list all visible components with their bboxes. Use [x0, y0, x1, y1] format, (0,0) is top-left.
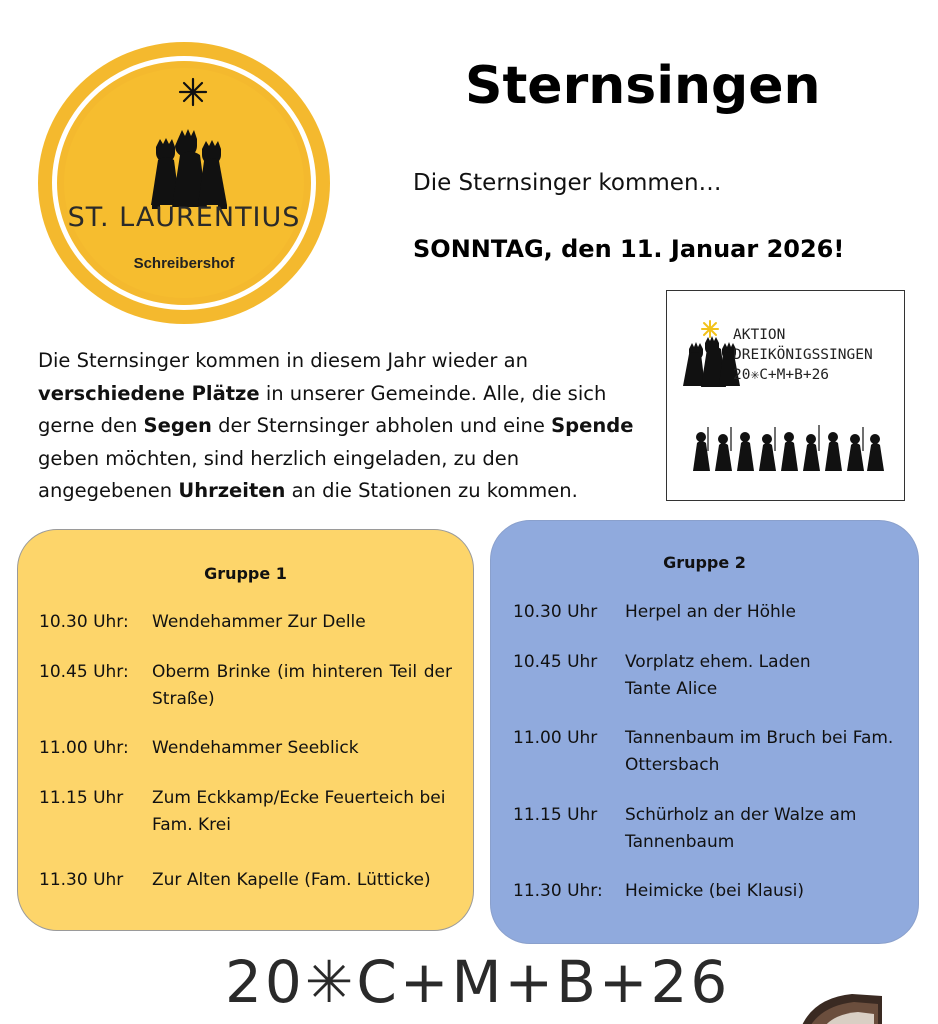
group-2-place: Schürholz an der Walze am Tannenbaum	[625, 805, 857, 852]
group-2-time: 11.15 Uhr	[513, 805, 598, 825]
group-2-place: Vorplatz ehem. Laden Tante Alice	[625, 652, 811, 699]
group-2-place: Tannenbaum im Bruch bei Fam. Ottersbach	[625, 728, 894, 775]
action-kings-icon	[667, 291, 906, 502]
action-line-2: DREIKÖNIGSSINGEN	[733, 347, 873, 363]
group-1-title: Gruppe 1	[204, 564, 287, 583]
intro-text-2: in unserer Gemeinde. Alle, die sich gerne den	[38, 381, 607, 437]
group-1-place: Zur Alten Kapelle (Fam. Lütticke)	[152, 870, 431, 890]
group-1-panel	[17, 529, 474, 931]
children-procession-icon	[693, 425, 884, 471]
intro-text-5: an die Stationen zu kommen.	[285, 479, 578, 502]
group-1-time: 10.30 Uhr:	[39, 612, 129, 632]
group-1-time: 11.30 Uhr	[39, 870, 124, 890]
intro-bold-times: Uhrzeiten	[178, 479, 286, 502]
group-1-place: Wendehammer Zur Delle	[152, 612, 366, 632]
intro-text-3: der Sternsinger abholen und eine	[211, 414, 552, 437]
group-2-time: 10.30 Uhr	[513, 602, 598, 622]
page-subtitle: Die Sternsinger kommen…	[413, 170, 722, 196]
intro-text-1: Die Sternsinger kommen in diesem Jahr wieder an	[38, 349, 528, 372]
group-1-time: 11.00 Uhr:	[39, 738, 129, 758]
group-2-time: 11.00 Uhr	[513, 728, 598, 748]
group-2-time: 10.45 Uhr	[513, 652, 598, 672]
three-kings-icon	[138, 77, 238, 217]
group-1-place: Wendehammer Seeblick	[152, 738, 359, 758]
parish-logo	[38, 42, 330, 324]
intro-paragraph	[38, 345, 658, 508]
group-2-panel	[490, 520, 919, 944]
intro-bold-places: verschiedene Plätze	[38, 381, 260, 405]
group-1-place: Zum Eckkamp/Ecke Feuerteich bei Fam. Krei	[152, 788, 446, 835]
action-line-1: AKTION	[733, 327, 786, 343]
page-title: Sternsingen	[465, 56, 821, 116]
corner-photo-icon	[792, 990, 882, 1024]
intro-bold-donation: Spende	[551, 414, 634, 437]
group-2-place: Herpel an der Höhle	[625, 602, 796, 622]
group-2-title: Gruppe 2	[663, 553, 746, 572]
logo-parish-name: ST. LAURENTIUS	[67, 202, 301, 233]
logo-place-name: Schreibershof	[133, 255, 235, 272]
group-1-time: 10.45 Uhr:	[39, 662, 129, 682]
action-line-3: 20✳C+M+B+26	[733, 367, 830, 383]
action-logo-box	[666, 290, 905, 501]
chalk-blessing-inscription: 20✳C+M+B+26	[225, 948, 731, 1016]
intro-text-4: geben möchten, sind herzlich eingeladen, zu den angegebenen	[38, 446, 520, 502]
group-2-place: Heimicke (bei Klausi)	[625, 881, 804, 901]
event-date: SONNTAG, den 11. Januar 2026!	[413, 235, 845, 263]
group-2-time: 11.30 Uhr:	[513, 881, 603, 901]
group-1-place: Oberm Brinke (im hinteren Teil der Straße)	[152, 662, 452, 709]
action-text	[733, 325, 873, 385]
intro-bold-blessing: Segen	[143, 414, 212, 437]
group-1-time: 11.15 Uhr	[39, 788, 124, 808]
